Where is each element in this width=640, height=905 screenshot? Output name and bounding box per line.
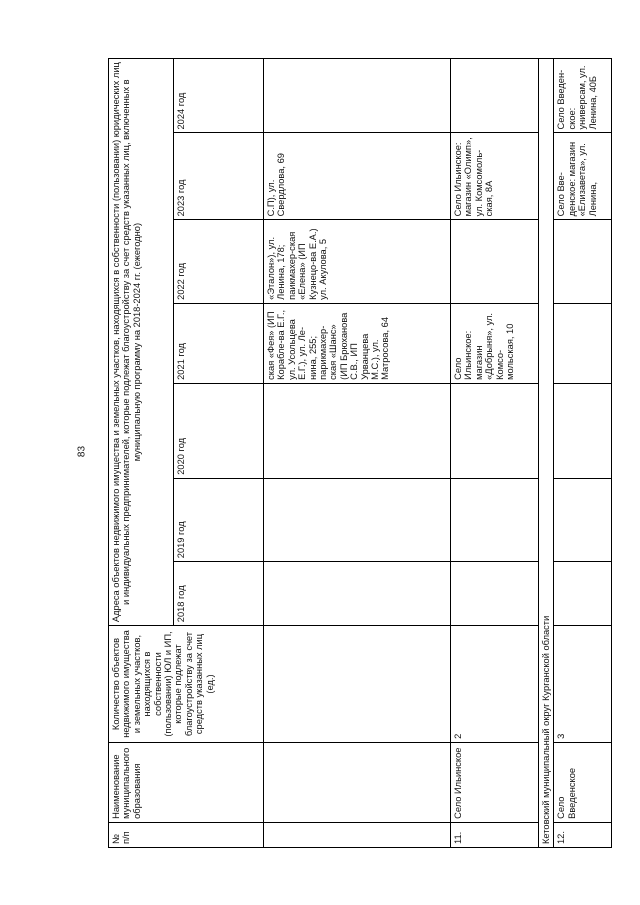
section-title: Кетовский муниципальный округ Курганской области [539,59,554,848]
header-year-2018: 2018 год [174,562,264,626]
row-name: Село Введенское [554,742,612,822]
cell [554,478,612,561]
rotated-table-page [108,58,613,848]
row-2021: Село Ильинское: магазин «Добрыня», ул. Комсо-мольская, 10 [451,303,539,383]
section-row [539,59,554,848]
cell [264,742,451,822]
cont-2022: «Эталон»), ул. Ленина, 178; паикмахер-ская «Елена» (ИП Кузнецо-ва Е.А.) ул. Акулова, 5 [264,220,451,303]
header-count: Количество объектов недвижимого имущества и земельных участков, находящихся в собственности (пользовании) ЮЛ и ИП, которые подлежат благоустройству за счет средств указанных лиц (ед.) [109,626,264,743]
row-num: 12. [554,822,612,847]
table-row [554,59,612,848]
cell [554,562,612,626]
row-count: 3 [554,626,612,743]
cell [264,562,451,626]
cell [554,220,612,303]
cell [451,383,539,478]
header-num: № п/п [109,822,264,847]
row-name: Село Ильинское [451,742,539,822]
header-year-2024: 2024 год [174,59,264,133]
page-number: 83 [76,445,88,458]
cell [554,383,612,478]
continuation-row [264,59,451,848]
cell [451,562,539,626]
row-count: 2 [451,626,539,743]
header-year-2021: 2021 год [174,303,264,383]
cell [264,626,451,743]
cell [264,478,451,561]
cell [451,59,539,133]
row12-2023: Село Вве-денское: магазин «Елизавета», ул. Ленина, [554,133,612,220]
header-addresses: Адреса объектов недвижимого имущества и земельных участков, находящихся в собственности (пользовании) юридических лиц и индивидуальных предпринимателей, которые подлежат благоустройству за счет средств указанных лиц, включенных в муниципальную программу на 2018-2024 гг. (ежегодно) [109,59,174,626]
cell [264,383,451,478]
cell [451,478,539,561]
header-year-2019: 2019 год [174,478,264,561]
row-num: 11. [451,822,539,847]
cell [264,822,451,847]
header-year-2023: 2023 год [174,133,264,220]
row12-2024: Село Введен-ское: универсам, ул. Ленина, 40Б [554,59,612,133]
header-name: Наименование муниципального образования [109,742,264,822]
row-2023: Село Ильинское: магазин «Олимп», ул. Комсомоль-ская, 8А [451,133,539,220]
cont-2023: С.П), ул. Свердлова, 69 [264,133,451,220]
cell [264,59,451,133]
objects-table [108,58,612,848]
header-row-1 [109,59,174,848]
table-row [451,59,539,848]
cell [554,303,612,383]
header-year-2020: 2020 год [174,383,264,478]
header-year-2022: 2022 год [174,220,264,303]
cell [451,220,539,303]
cont-2021: ская «Фея» (ИП Корабле-ва Е.Г., ул. Усольцева Е.Г.), ул. Ле-нина, 255; парикмахер-ская «Шанс» (ИП Брюханова С.В., ИП Урванцева М.С.), ул. Матросова, 64 [264,303,451,383]
